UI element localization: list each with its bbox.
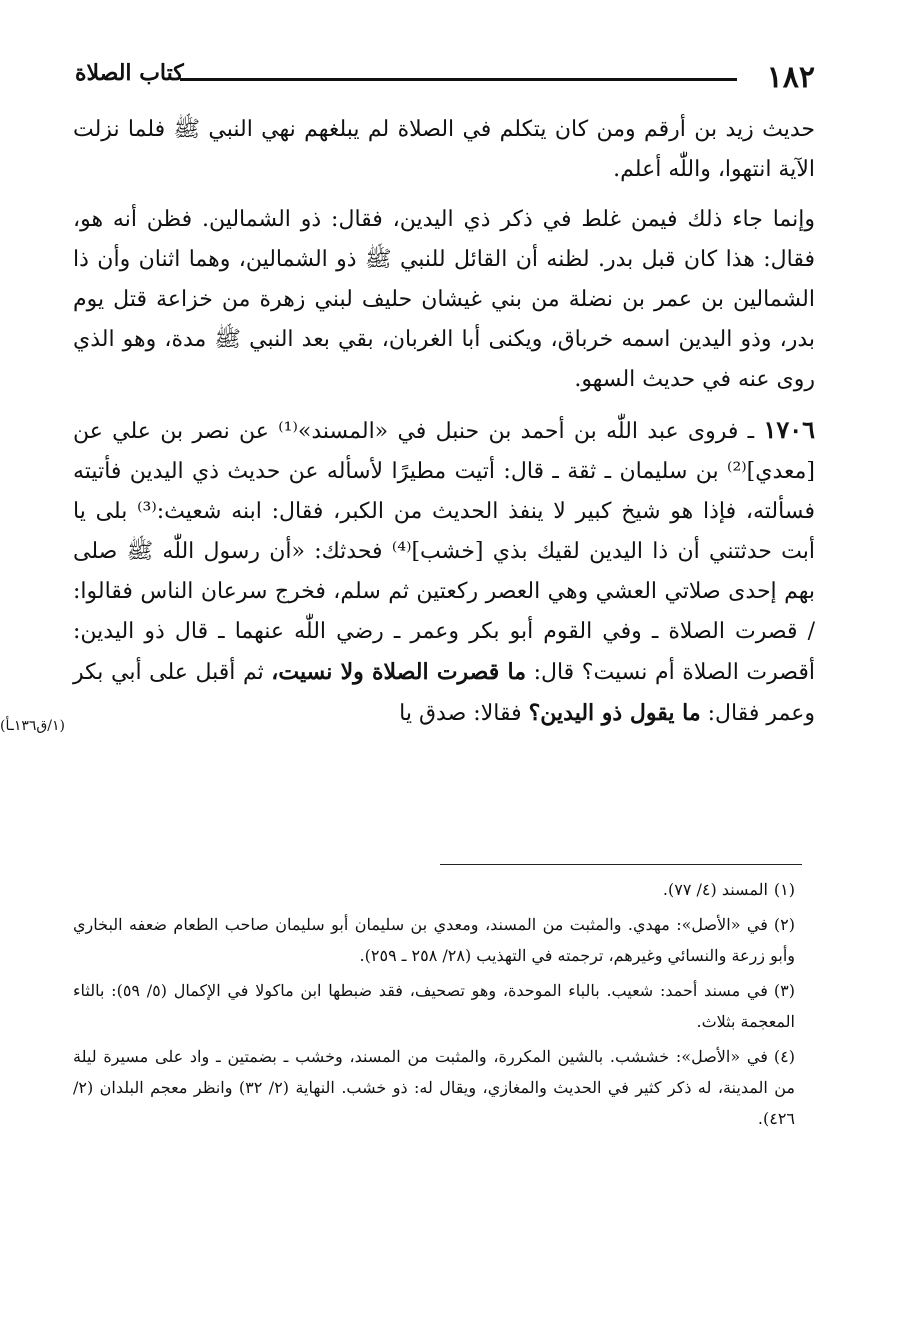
footnote-text: في «الأصل»: خششب. بالشين المكررة، والمثبت من المسند، وخشب ـ بضمتين ـ واد على مسيرة ليلة من المدينة، له ذكر كثير في الحديث والمغازي، ويقال له: ذو خشب. النهاية (٢/ ٣٢) وانظر معجم البلدان (٢/ ٤٢٦).: [73, 1047, 796, 1128]
footnotes: [73, 874, 795, 1138]
footnote-number: (٣): [773, 981, 796, 1000]
hadith-bold-1: ما قصرت الصلاة ولا نسيت،: [271, 659, 526, 685]
hadith-text-1: ـ فروى عبد اللّٰه بن أحمد بن حنبل في «المسند»⁽¹⁾ عن نصر بن علي عن [معدي]⁽²⁾ بن سليمان ـ ثقة ـ قال: أتيت مطيرًا لأسأله عن حديث ذي اليدين فأتيته فسألته، فإذا هو شيخ كبير لا ينفذ الحديث من الكبر، فقال: ابنه شعيث:⁽³⁾ بلى يا أبت حدثتني أن ذا اليدين لقيك بذي [خشب]⁽⁴⁾ فحدثك: «أن رسول اللّٰه ﷺ صلى بهم إحدى صلاتي العشي وهي العصر ركعتين ثم سلم، فخرج سرعان الناس فقالوا: / قصرت الصلاة ـ وفي القوم أبو بكر وعمر ـ رضي اللّٰه عنهما ـ قال ذو اليدين: أقصرت الصلاة أم نسيت؟ قال:: [73, 419, 815, 685]
footnote-2: [73, 909, 795, 971]
main-text: [73, 110, 815, 734]
header-rule: [180, 78, 737, 81]
paragraph-2: وإنما جاء ذلك فيمن غلط في ذكر ذي اليدين، فقال: ذو الشمالين. فظن أنه هو، فقال: هذا كان قبل بدر. لظنه أن القائل للنبي ﷺ ذو الشمالين، وهما اثنان وأن ذا الشمالين بن عمر بن نضلة من بني غيشان حليف لبني زهرة من خزاعة قتل يوم بدر، وذو اليدين اسمه خرباق، ويكنى أبا الغربان، بقي بعد النبي ﷺ مدة، وهو الذي روى عنه في حديث السهو.: [73, 207, 815, 392]
hadith-paragraph: [73, 410, 815, 734]
footnote-text: في «الأصل»: مهدي. والمثبت من المسند، ومعدي بن سليمان أبو سليمان صاحب الطعام ضعفه البخاري وأبو زرعة والنسائي وغيرهم، ترجمته في التهذيب (٢٨/ ٢٥٨ ـ ٢٥٩).: [73, 915, 795, 965]
footnote-3: [73, 975, 795, 1037]
hadith-text-3: فقالا: صدق يا: [399, 701, 522, 726]
hadith-number: ١٧٠٦: [763, 415, 816, 444]
manuscript-side-note: (١/ق١٣٦ـأ): [0, 718, 65, 734]
footnote-number: (٢): [773, 915, 795, 934]
footnote-text: في مسند أحمد: شعيب. بالباء الموحدة، وهو تصحيف، فقد ضبطها ابن ماكولا في الإكمال (٥/ ٥٩): بالثاء المعجمة بثلاث.: [73, 981, 795, 1031]
footnote-rule: [440, 864, 802, 865]
footnote-number: (٤): [773, 1047, 795, 1066]
page-header: [75, 58, 815, 98]
footnote-text: المسند (٤/ ٧٧).: [662, 880, 768, 899]
hadith-text-2: ثم أقبل على أبي بكر وعمر فقال:: [73, 660, 815, 726]
running-title: كتاب الصلاة: [75, 60, 184, 86]
footnote-number: (١): [773, 880, 795, 899]
paragraph-1: حديث زيد بن أرقم ومن كان يتكلم في الصلاة لم يبلغهم نهي النبي ﷺ فلما نزلت الآية انتهوا، واللّٰه أعلم.: [73, 117, 815, 182]
hadith-bold-2: ما يقول ذو اليدين؟: [528, 700, 701, 726]
page-number: ١٨٢: [766, 60, 815, 95]
footnote-4: [73, 1041, 795, 1134]
footnote-1: [73, 874, 795, 905]
